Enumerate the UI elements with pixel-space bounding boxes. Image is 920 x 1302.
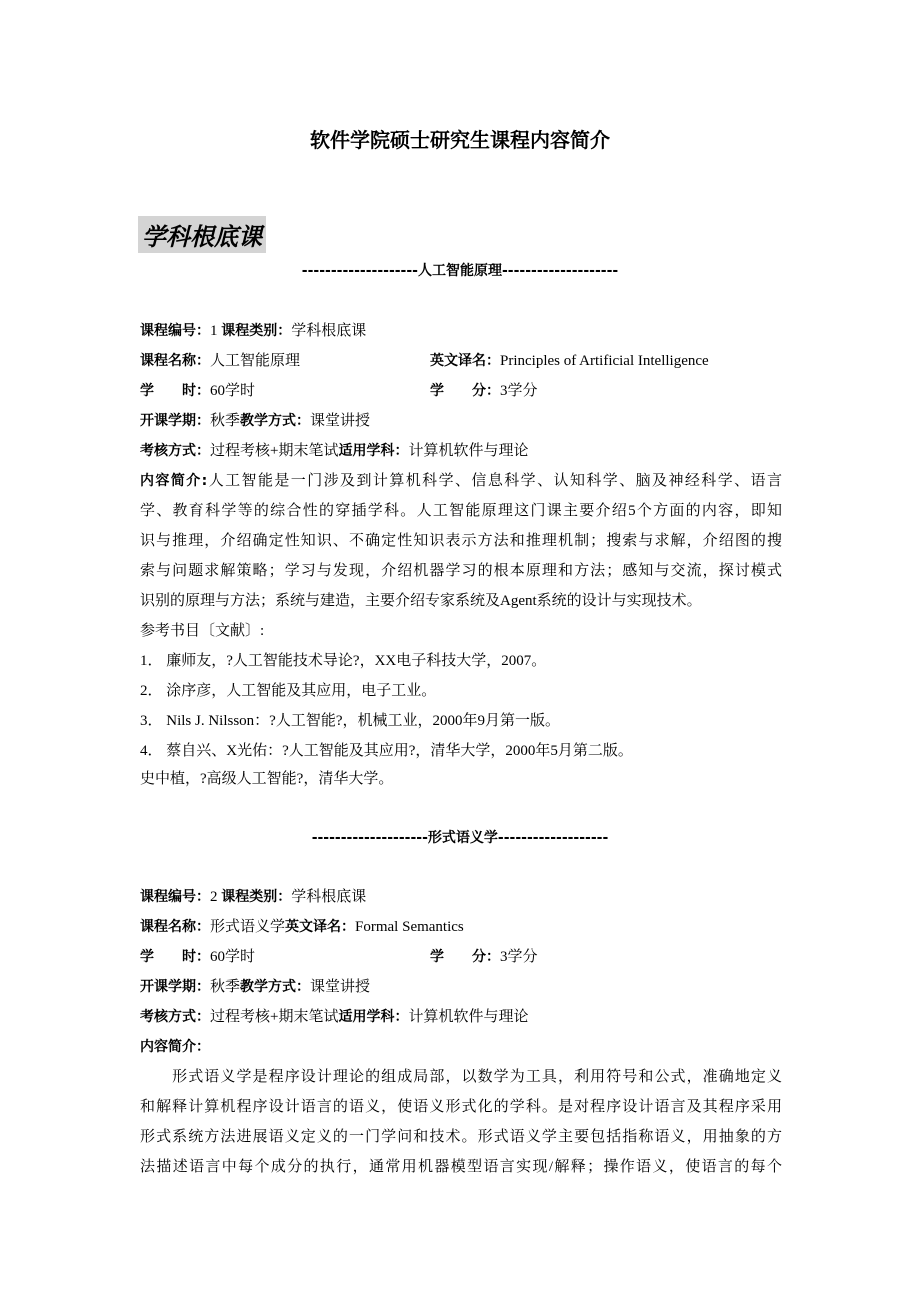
value: 1 xyxy=(210,323,218,339)
term-row xyxy=(140,977,370,997)
label: 学 分： xyxy=(430,383,500,399)
exam-row xyxy=(140,1007,528,1027)
intro-line: 法描述语言中每个成分的执行，通常用机器模型语言实现/解释；操作语义，使语言的每个 xyxy=(140,1159,782,1175)
course-divider: --------------------形式语义学------------------- xyxy=(311,830,609,846)
intro-line: 形式系统方法进展语义定义的一门学问和技术。形式语义学主要包括指称语义，用抽象的方 xyxy=(140,1129,782,1145)
label: 课程名称： xyxy=(140,919,210,935)
ref-item: 史中植，?高级人工智能?，清华大学。 xyxy=(140,771,394,787)
label: 教学方式： xyxy=(240,413,311,429)
value: 学科根底课 xyxy=(291,889,367,905)
value: 秋季 xyxy=(210,413,241,429)
value: 形式语义学 xyxy=(210,919,286,935)
label: 课程类别： xyxy=(221,323,292,339)
intro-line: 和解释计算机程序设计语言的语义，使语义形式化的学科。是对程序设计语言及其程序采用 xyxy=(140,1099,782,1115)
label: 学 分： xyxy=(430,949,500,965)
value: 60学时 xyxy=(210,383,256,399)
value: 过程考核+期末笔试 xyxy=(210,1009,339,1025)
intro-line: 形式语义学是程序设计理论的组成局部，以数学为工具，利用符号和公式，准确地定义 xyxy=(140,1069,782,1085)
label: 考核方式： xyxy=(140,1009,210,1025)
intro-text: 人工智能是一门涉及到计算机科学、信息科学、认知科学、脑及神经科学、语言 xyxy=(207,473,782,489)
intro-label: 内容简介： xyxy=(140,1039,210,1055)
page-title: 软件学院硕士研究生课程内容简介 xyxy=(310,128,610,152)
label: 英文译名： xyxy=(285,919,356,935)
value: 过程考核+期末笔试 xyxy=(210,443,339,459)
value: 60学时 xyxy=(210,949,256,965)
course-code-row xyxy=(140,887,366,907)
value: Formal Semantics xyxy=(355,919,464,935)
label: 课程名称： xyxy=(140,353,210,369)
label: 课程编号： xyxy=(140,323,210,339)
value: 课堂讲授 xyxy=(310,413,371,429)
hours-row xyxy=(140,381,782,401)
value: 课堂讲授 xyxy=(310,979,371,995)
value: 3学分 xyxy=(500,949,538,965)
value: 2 xyxy=(210,889,218,905)
intro-line: 识与推理，介绍确定性知识、不确定性知识表示方法和推理机制；搜索与求解，介绍图的搜 xyxy=(140,533,782,549)
value: 计算机软件与理论 xyxy=(408,1009,529,1025)
label: 适用学科： xyxy=(338,443,409,459)
intro-line: 识别的原理与方法；系统与建造，主要介绍专家系统及Agent系统的设计与实现技术。 xyxy=(140,593,702,609)
ref-item: 1． 廉师友，?人工智能技术导论?，XX电子科技大学，2007。 xyxy=(140,653,547,669)
label: 教学方式： xyxy=(240,979,311,995)
term-row xyxy=(140,411,370,431)
section-heading: 学科根底课 xyxy=(138,216,266,253)
label: 开课学期： xyxy=(140,413,210,429)
ref-item: 2． 涂序彦，人工智能及其应用，电子工业。 xyxy=(140,683,437,699)
label: 开课学期： xyxy=(140,979,210,995)
value: Principles of Artificial Intelligence xyxy=(500,353,709,369)
ref-item: 3． Nils J. Nilsson：?人工智能?，机械工业，2000年9月第一版。 xyxy=(140,713,561,729)
value: 计算机软件与理论 xyxy=(408,443,529,459)
label: 学 时： xyxy=(140,949,210,965)
label: 英文译名： xyxy=(430,353,500,369)
intro-line xyxy=(140,471,782,491)
course-code-row xyxy=(140,321,366,341)
value: 学科根底课 xyxy=(291,323,367,339)
label: 学 时： xyxy=(140,383,210,399)
label: 课程编号： xyxy=(140,889,210,905)
intro-line: 学、教育科学等的综合性的穿插学科。人工智能原理这门课主要介绍5个方面的内容，即知 xyxy=(140,503,782,519)
hours-row xyxy=(140,947,782,967)
ref-item: 4． 蔡自兴、X光佑：?人工智能及其应用?，清华大学，2000年5月第二版。 xyxy=(140,743,633,759)
value: 人工智能原理 xyxy=(210,353,301,369)
refs-label: 参考书目〔文献〕: xyxy=(140,623,265,639)
exam-row xyxy=(140,441,528,461)
value: 3学分 xyxy=(500,383,538,399)
value: 秋季 xyxy=(210,979,241,995)
course-name-row xyxy=(140,351,782,371)
label: 课程类别： xyxy=(221,889,292,905)
course-divider: --------------------人工智能原理-------------------- xyxy=(301,263,619,279)
course-name-row xyxy=(140,917,464,937)
intro-line: 索与问题求解策略；学习与发现，介绍机器学习的根本原理和方法；感知与交流，探讨模式 xyxy=(140,563,782,579)
label: 适用学科： xyxy=(338,1009,409,1025)
label: 内容简介: xyxy=(140,473,208,489)
label: 考核方式： xyxy=(140,443,210,459)
